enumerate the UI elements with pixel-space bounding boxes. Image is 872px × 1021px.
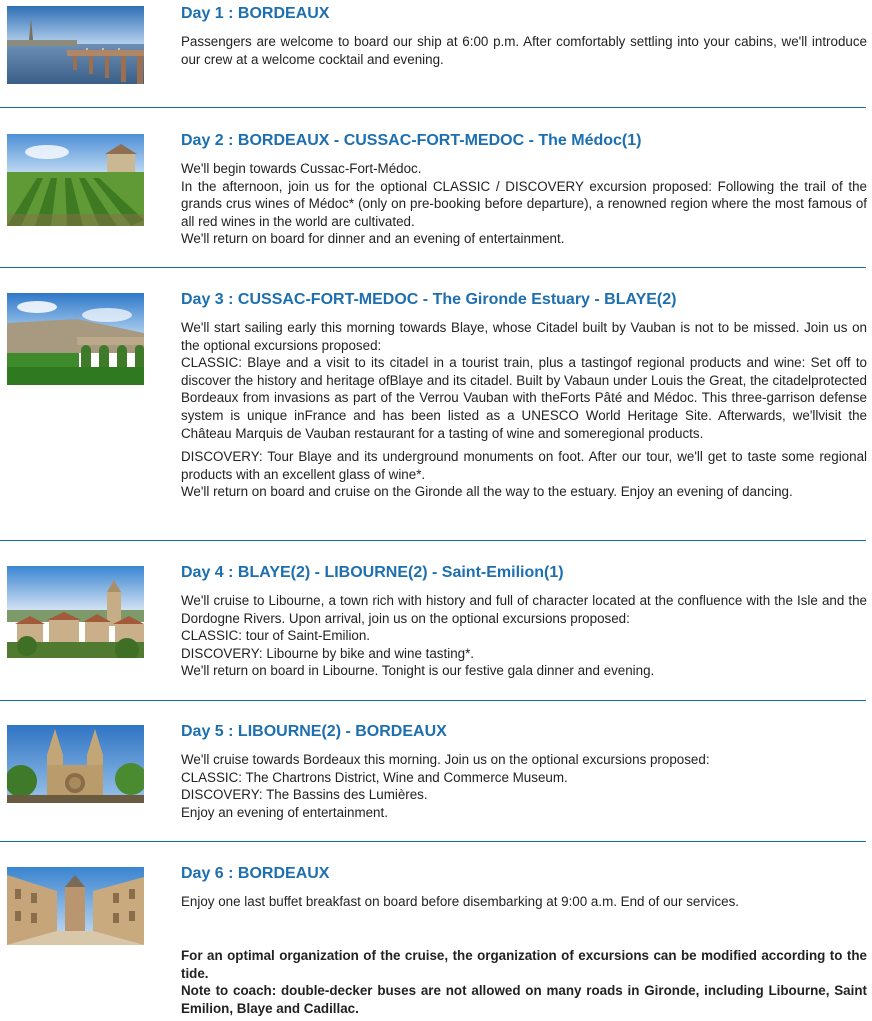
day-4-text-line-2: CLASSIC: tour of Saint-Emilion. bbox=[181, 628, 371, 644]
day-4-text-line-3: DISCOVERY: Libourne by bike and wine tasting*. bbox=[181, 645, 475, 661]
day-5-photo-bordeaux-cathedral bbox=[7, 725, 144, 803]
day-6-content bbox=[181, 864, 867, 911]
day-2-text-line-1: We'll begin towards Cussac-Fort-Médoc. bbox=[181, 161, 422, 176]
day-1-paragraph bbox=[181, 33, 867, 68]
day-3-text-line-3: DISCOVERY: Tour Blaye and its underground monuments on foot. After our tour, we'll get to taste some regional products with an excellent glass of wine*. bbox=[181, 449, 867, 482]
day-1-text: Passengers are welcome to board our ship at 6:00 p.m. After comfortably settling into your cabins, we'll introduce our crew at a welcome cocktail and evening. bbox=[181, 34, 867, 67]
note-coach: Note to coach: double-decker buses are not allowed on many roads in Gironde, including Libourne, Saint Emilion, Blaye and Cadillac. bbox=[181, 983, 867, 1016]
day-4-paragraph bbox=[181, 592, 867, 680]
separator-4 bbox=[0, 700, 866, 701]
day-3-section bbox=[0, 290, 866, 530]
day-4-text-line-1: We'll cruise to Libourne, a town rich with history and full of character located at the confluence with the Isle and the Dordogne Rivers. Upon arrival, join us on the optional excursions proposed: bbox=[181, 593, 867, 626]
day-5-text-line-3: DISCOVERY: The Bassins des Lumières. bbox=[181, 787, 428, 803]
cruise-notes bbox=[181, 947, 867, 1017]
day-4-photo-saint-emilion bbox=[7, 566, 144, 658]
day-3-content bbox=[181, 290, 867, 501]
note-tide: For an optimal organization of the cruise, the organization of excursions can be modified according to the tide. bbox=[181, 948, 867, 981]
day-5-paragraph bbox=[181, 751, 867, 821]
day-3-paragraph-1 bbox=[181, 319, 867, 442]
day-1-section bbox=[0, 4, 866, 104]
day-2-section bbox=[0, 131, 866, 261]
day-2-text-line-2: In the afternoon, join us for the optional CLASSIC / DISCOVERY excursion proposed: Following the trail of the grands crus wines of Médoc* (only on pre-booking before departure), a renowned region where the most famous of all red wines in the world are cultivated. bbox=[181, 178, 867, 229]
day-3-title: Day 3 : CUSSAC-FORT-MEDOC - The Gironde Estuary - BLAYE(2) bbox=[181, 291, 677, 308]
day-5-text-line-1: We'll cruise towards Bordeaux this morning. Join us on the optional excursions proposed: bbox=[181, 752, 710, 767]
day-3-photo-blaye-citadel bbox=[7, 293, 144, 385]
day-2-paragraph bbox=[181, 160, 867, 248]
day-4-text-line-4: We'll return on board in Libourne. Tonight is our festive gala dinner and evening. bbox=[181, 663, 655, 679]
day-4-content bbox=[181, 563, 867, 680]
day-1-title: Day 1 : BORDEAUX bbox=[181, 5, 330, 22]
day-1-content bbox=[181, 4, 867, 68]
day-3-text-line-2: CLASSIC: Blaye and a visit to its citadel in a tourist train, plus a tastingof regional products and wine: Set off to discover the history and heritage ofBlaye and its citadel. Built by Vabaun under Louis the Great, the citadelprotected Bordeaux from invasions as part of the Verrou Vauban with theForts Pâté and Médoc. This three-garrison defense system is unique inFrance and has been listed as a UNESCO World Heritage Site. Afterwards, we'llvisit the Château Marquis de Vauban restaurant for a tasting of wine and someregional products. bbox=[181, 355, 867, 441]
day-6-section bbox=[0, 864, 866, 944]
day-2-text-line-3: We'll return on board for dinner and an evening of entertainment. bbox=[181, 231, 565, 247]
separator-1 bbox=[0, 107, 866, 108]
day-5-content bbox=[181, 722, 867, 821]
day-2-content bbox=[181, 131, 867, 248]
day-2-photo-medoc-vineyard bbox=[7, 134, 144, 226]
separator-2 bbox=[0, 267, 866, 268]
day-2-title: Day 2 : BORDEAUX - CUSSAC-FORT-MEDOC - The Médoc(1) bbox=[181, 132, 642, 149]
day-5-text-line-2: CLASSIC: The Chartrons District, Wine and Commerce Museum. bbox=[181, 769, 568, 785]
day-3-text-line-1: We'll start sailing early this morning towards Blaye, whose Citadel built by Vauban is not to be missed. Join us on the optional excursions proposed: bbox=[181, 320, 867, 353]
day-6-paragraph bbox=[181, 893, 867, 911]
day-3-text-line-4: We'll return on board and cruise on the Gironde all the way to the estuary. Enjoy an evening of dancing. bbox=[181, 484, 793, 500]
separator-3 bbox=[0, 540, 866, 541]
day-3-paragraph-2 bbox=[181, 448, 867, 501]
day-5-text-line-4: Enjoy an evening of entertainment. bbox=[181, 804, 388, 820]
separator-5 bbox=[0, 841, 866, 842]
day-5-section bbox=[0, 722, 866, 837]
day-6-title: Day 6 : BORDEAUX bbox=[181, 865, 330, 882]
day-1-photo-bordeaux-bridge bbox=[7, 6, 144, 84]
day-6-text: Enjoy one last buffet breakfast on board before disembarking at 9:00 a.m. End of our services. bbox=[181, 894, 740, 909]
day-5-title: Day 5 : LIBOURNE(2) - BORDEAUX bbox=[181, 723, 447, 740]
day-4-section bbox=[0, 563, 866, 693]
day-6-photo-bordeaux-street bbox=[7, 867, 144, 945]
day-4-title: Day 4 : BLAYE(2) - LIBOURNE(2) - Saint-Emilion(1) bbox=[181, 564, 564, 581]
